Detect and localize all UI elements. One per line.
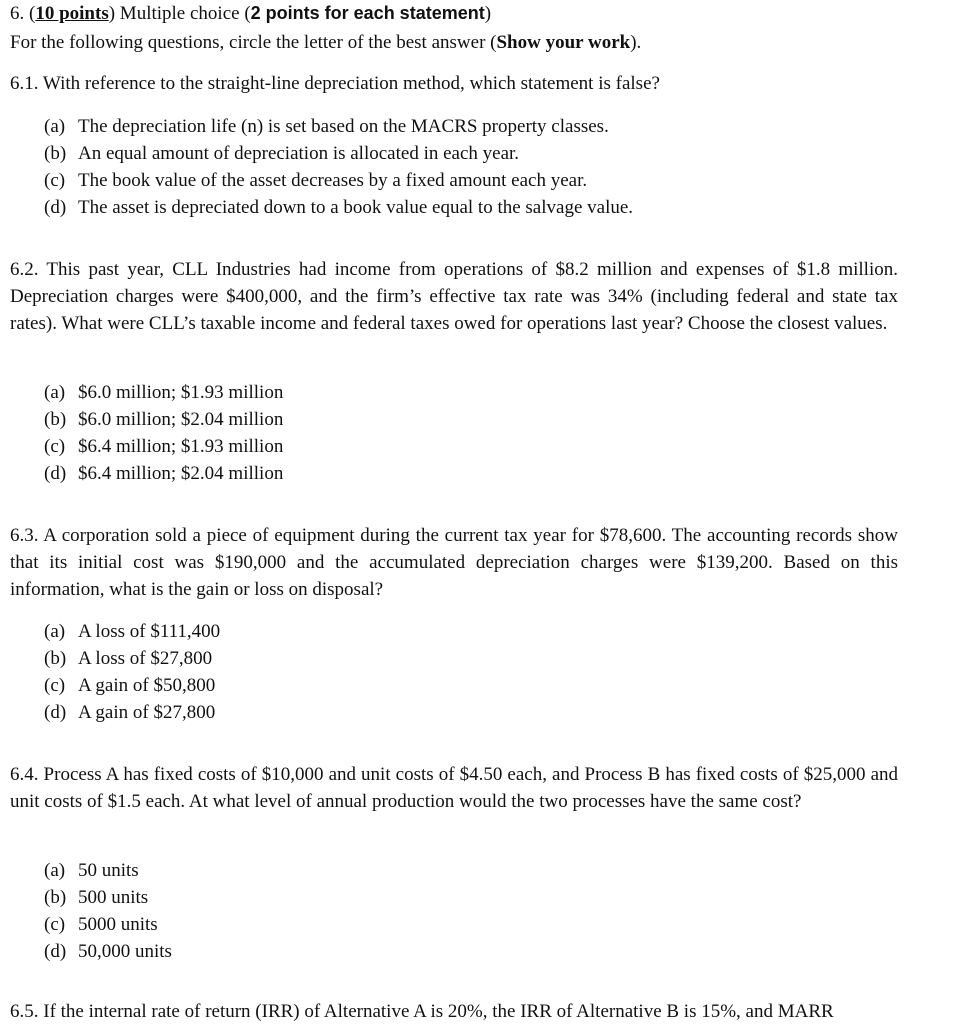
option-6-4-a[interactable] — [44, 857, 139, 884]
question-6-3: 6.3. A corporation sold a piece of equipment during the current tax year for $78,600. The accounting records show that its initial cost was $190,000 and the accumulated depreciation charges were $139,200. Based on this information, what is the gain or loss on disposal? — [10, 525, 898, 600]
option-6-4-d[interactable] — [44, 938, 172, 965]
option-text: A loss of $111,400 — [78, 621, 221, 642]
option-6-2-d[interactable] — [44, 460, 283, 487]
heading-points: 10 points — [35, 3, 109, 24]
option-6-1-a[interactable] — [44, 113, 609, 140]
option-text: 50 units — [78, 860, 139, 881]
option-letter: (d) — [44, 941, 67, 962]
option-6-4-c[interactable] — [44, 911, 158, 938]
option-letter: (d) — [44, 702, 67, 723]
option-text: 50,000 units — [78, 941, 172, 962]
option-text: 500 units — [78, 887, 149, 908]
option-6-2-b[interactable] — [44, 406, 283, 433]
option-letter: (a) — [44, 860, 66, 881]
option-text: $6.0 million; $1.93 million — [78, 382, 284, 403]
option-letter: (c) — [44, 675, 66, 696]
instruction-prefix: For the following questions, circle the letter of the best answer ( — [10, 32, 497, 53]
question-6-2: 6.2. This past year, CLL Industries had income from operations of $8.2 million and expenses of $1.8 million. Depreciation charges were $400,000, and the firm’s effective tax rate was 34% (including federal and state tax rates). What were CLL’s taxable income and federal taxes owed for operations last year? Choose the closest values. — [10, 259, 898, 334]
question-6-4: 6.4. Process A has fixed costs of $10,000 and unit costs of $4.50 each, and Process B has fixed costs of $25,000 and unit costs of $1.5 each. At what level of annual production would the two processes have the same cost? — [10, 764, 898, 812]
option-letter: (c) — [44, 170, 66, 191]
question-6-5: 6.5. If the internal rate of return (IRR) of Alternative A is 20%, the IRR of Alternative B is 15%, and MARR — [10, 1001, 834, 1022]
option-letter: (b) — [44, 409, 67, 430]
instruction-suffix: ). — [630, 32, 642, 53]
option-text: $6.0 million; $2.04 million — [78, 409, 284, 430]
heading-number: 6. ( — [10, 3, 36, 24]
heading-mid: ) Multiple choice ( — [108, 3, 251, 24]
option-6-4-b[interactable] — [44, 884, 148, 911]
option-text: A gain of $27,800 — [78, 702, 216, 723]
option-text: The book value of the asset decreases by a fixed amount each year. — [78, 170, 588, 191]
option-letter: (b) — [44, 887, 67, 908]
option-6-3-a[interactable] — [44, 618, 220, 645]
option-text: $6.4 million; $1.93 million — [78, 436, 284, 457]
option-letter: (a) — [44, 116, 66, 137]
option-6-1-c[interactable] — [44, 167, 587, 194]
option-letter: (d) — [44, 197, 67, 218]
instruction-line — [10, 29, 641, 56]
section-heading — [10, 0, 491, 27]
option-letter: (b) — [44, 648, 67, 669]
option-text: A loss of $27,800 — [78, 648, 213, 669]
option-6-1-d[interactable] — [44, 194, 633, 221]
option-text: The depreciation life (n) is set based on the MACRS property classes. — [78, 116, 609, 137]
option-6-2-c[interactable] — [44, 433, 283, 460]
option-letter: (b) — [44, 143, 67, 164]
option-letter: (a) — [44, 382, 66, 403]
option-text: The asset is depreciated down to a book value equal to the salvage value. — [78, 197, 634, 218]
option-letter: (c) — [44, 436, 66, 457]
heading-bold: 2 points for each statement — [250, 3, 485, 23]
option-letter: (d) — [44, 463, 67, 484]
option-text: 5000 units — [78, 914, 158, 935]
option-text: An equal amount of depreciation is allocated in each year. — [78, 143, 520, 164]
option-6-3-d[interactable] — [44, 699, 215, 726]
instruction-bold: Show your work — [496, 32, 631, 53]
option-text: $6.4 million; $2.04 million — [78, 463, 284, 484]
question-6-1: 6.1. With reference to the straight-line depreciation method, which statement is false? — [10, 73, 660, 94]
option-text: A gain of $50,800 — [78, 675, 216, 696]
option-6-3-c[interactable] — [44, 672, 215, 699]
option-letter: (c) — [44, 914, 66, 935]
heading-close: ) — [484, 3, 492, 24]
option-6-2-a[interactable] — [44, 379, 283, 406]
option-6-3-b[interactable] — [44, 645, 212, 672]
option-6-1-b[interactable] — [44, 140, 519, 167]
option-letter: (a) — [44, 621, 66, 642]
